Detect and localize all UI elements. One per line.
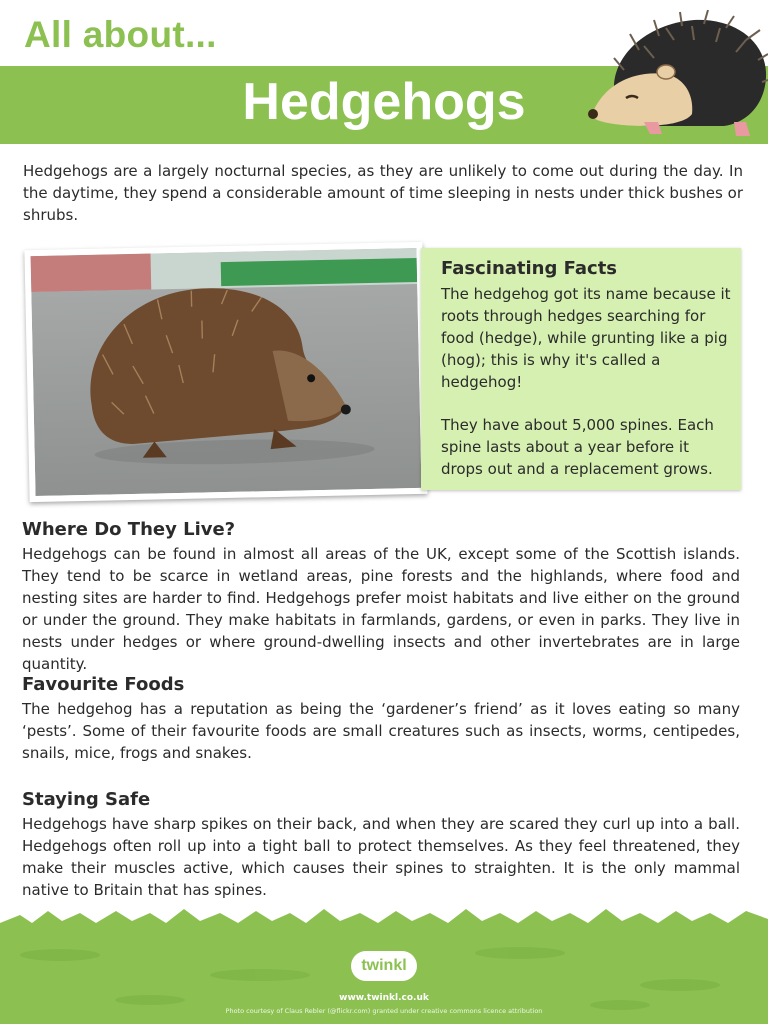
section-text-safety: Hedgehogs have sharp spikes on their back, and when they are scared they curl up into a ball. Hedgehogs often roll up into a tight ball to protect themselves. As they feel threatened, they make their muscles active, which causes their spines to straighten. It is the only mammal native to Britain that has spines.	[22, 815, 740, 899]
section-text-habitat: Hedgehogs can be found in almost all areas of the UK, except some of the Scottish islands. They tend to be scarce in wetland areas, pine forests and the highlands, where food and nesting sites are harder to find. Hedgehogs prefer moist habitats and live either on the ground or under the ground. They make habitats in farmlands, gardens, or even in parks. They live in nests under hedges or where ground-dwelling insects and other invertebrates are in large quantity.	[22, 545, 740, 673]
facts-paragraph-2: They have about 5,000 spines. Each spine lasts about a year before it drops out and a replacement grows.	[441, 416, 714, 478]
hedgehog-illustration	[584, 10, 768, 138]
fascinating-facts-box	[421, 248, 741, 490]
hedgehog-photo	[24, 242, 427, 502]
section-text-foods: The hedgehog has a reputation as being the ‘gardener’s friend’ as it loves eating so many ‘pests’. Some of their favourite foods are small creatures such as insects, worms, centipedes, snails, mice, frogs and snakes.	[22, 700, 740, 762]
subtitle: All about...	[24, 14, 217, 55]
section-heading-habitat: Where Do They Live?	[22, 519, 236, 540]
section-heading-safety: Staying Safe	[22, 789, 151, 810]
twinkl-logo[interactable]: twinkl	[351, 951, 417, 981]
section-heading-foods: Favourite Foods	[22, 674, 185, 695]
facts-paragraph-1: The hedgehog got its name because it roots through hedges searching for food (hedge), while grunting like a pig (hog); this is why it's called a hedgehog!	[441, 285, 731, 391]
photo-credit: Photo courtesy of Claus Rebler (@flickr.com) granted under creative commons licence attribution	[225, 1007, 543, 1015]
website-url[interactable]: www.twinkl.co.uk	[339, 993, 429, 1003]
intro-text: Hedgehogs are a largely nocturnal species, as they are unlikely to come out during the day. In the daytime, they spend a considerable amount of time sleeping in nests under thick bushes or shrubs.	[23, 162, 743, 224]
facts-heading: Fascinating Facts	[441, 258, 618, 279]
page-title: Hedgehogs	[242, 73, 526, 131]
